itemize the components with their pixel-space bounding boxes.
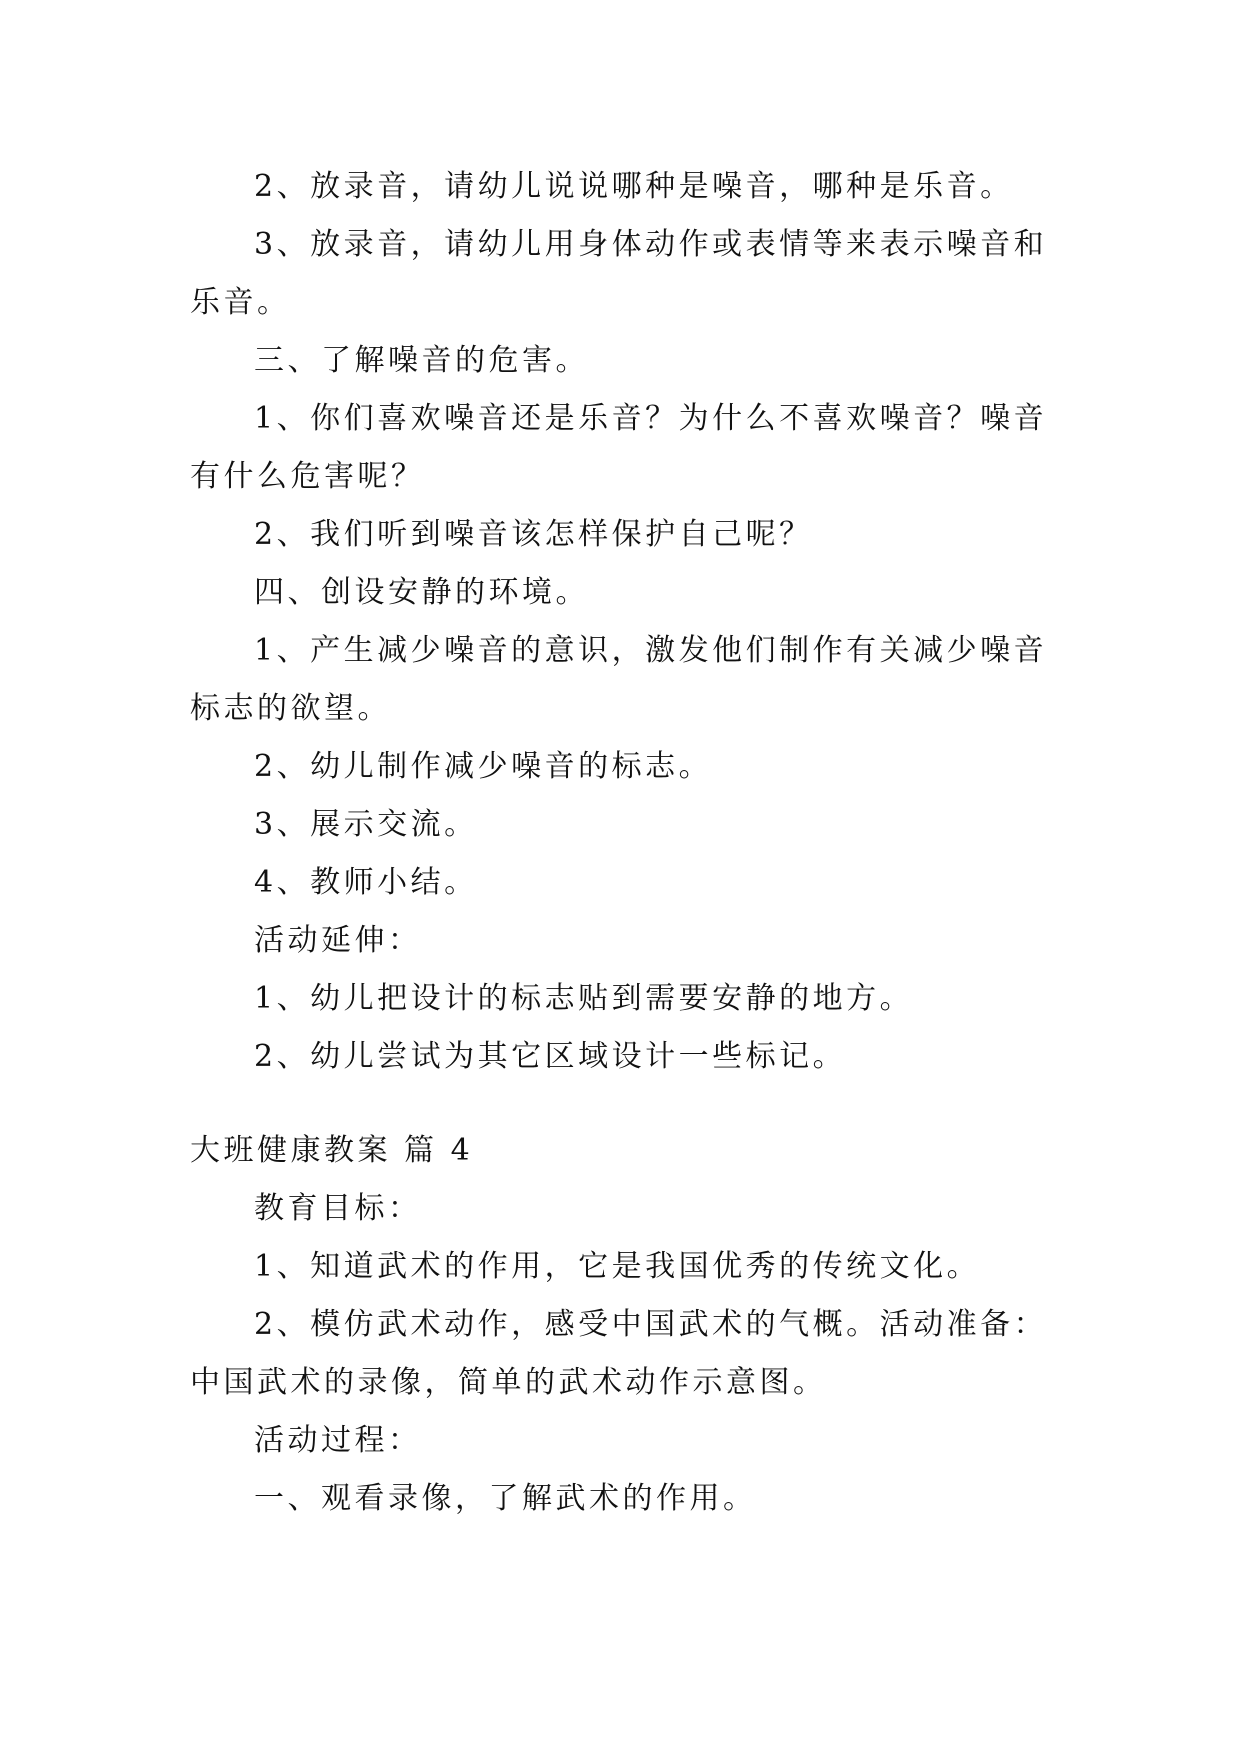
paragraph: 1、产生减少噪音的意识，激发他们制作有关减少噪音标志的欲望。 bbox=[190, 633, 1048, 726]
paragraph: 1、幼儿把设计的标志贴到需要安静的地方。 bbox=[254, 981, 914, 1016]
paragraph: 2、放录音，请幼儿说说哪种是噪音，哪种是乐音。 bbox=[254, 169, 1014, 204]
paragraph: 1、你们喜欢噪音还是乐音？为什么不喜欢噪音？噪音有什么危害呢？ bbox=[190, 401, 1048, 494]
paragraph: 3、展示交流。 bbox=[254, 807, 478, 842]
paragraph: 3、放录音，请幼儿用身体动作或表情等来表示噪音和乐音。 bbox=[190, 227, 1048, 320]
paragraph: 4、教师小结。 bbox=[254, 865, 478, 900]
paragraph: 2、幼儿尝试为其它区域设计一些标记。 bbox=[254, 1039, 847, 1074]
paragraph: 一、观看录像，了解武术的作用。 bbox=[254, 1481, 757, 1516]
paragraph: 教育目标： bbox=[254, 1191, 422, 1226]
paragraph: 1、知道武术的作用，它是我国优秀的传统文化。 bbox=[254, 1249, 981, 1284]
document-body bbox=[190, 158, 1052, 1528]
paragraph: 活动过程： bbox=[254, 1423, 422, 1458]
section-title: 大班健康教案 篇 4 bbox=[190, 1133, 474, 1168]
paragraph: 2、幼儿制作减少噪音的标志。 bbox=[254, 749, 713, 784]
paragraph: 2、模仿武术动作，感受中国武术的气概。活动准备：中国武术的录像，简单的武术动作示意图。 bbox=[190, 1307, 1048, 1400]
paragraph: 三、了解噪音的危害。 bbox=[254, 343, 589, 378]
paragraph: 活动延伸： bbox=[254, 923, 422, 958]
paragraph: 2、我们听到噪音该怎样保护自己呢？ bbox=[254, 517, 813, 552]
paragraph: 四、创设安静的环境。 bbox=[254, 575, 589, 610]
